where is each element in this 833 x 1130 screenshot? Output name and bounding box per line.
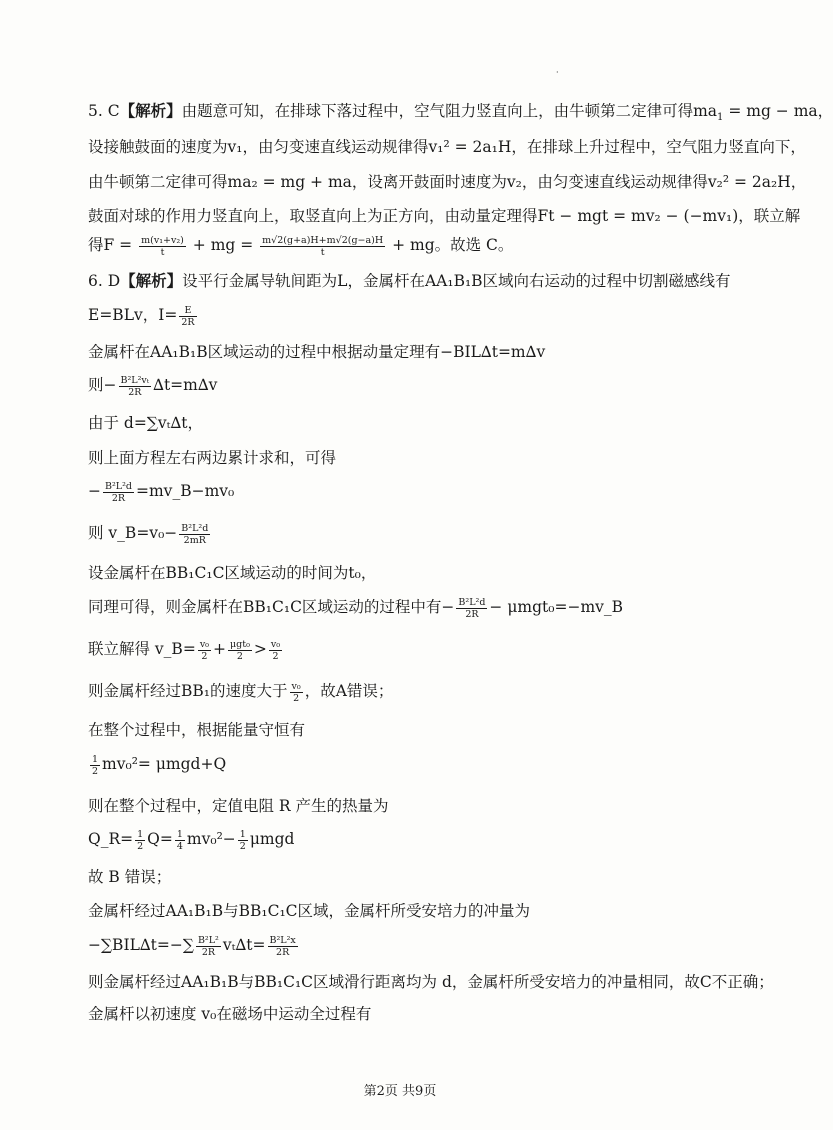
- q6-line-16: [88, 828, 294, 852]
- q6-line-21: 金属杆以初速度 v₀在磁场中运动全过程有: [88, 1005, 372, 1023]
- numerator: m√2(g+a)H+m√2(g−a)H: [262, 234, 384, 246]
- q6-line-4: [88, 374, 217, 398]
- q6-answer: 6. D: [88, 272, 121, 290]
- q6-line-11: [88, 638, 284, 662]
- q6-text-4a: 则−: [88, 376, 117, 394]
- fraction: [119, 375, 152, 398]
- denominator: 2R: [181, 316, 195, 328]
- fraction: [196, 935, 221, 958]
- q5-analysis-tag: 【解析】: [119, 101, 182, 120]
- q6-text-12a: 则金属杆经过BB₁的速度大于: [88, 682, 288, 700]
- fraction: [290, 681, 303, 704]
- q6-line-2: [88, 304, 199, 328]
- denominator: 2: [201, 650, 208, 662]
- q6-text-16c: mv₀²−: [186, 830, 236, 848]
- q6-text-16d: μmgd: [249, 830, 295, 848]
- q6-text-11b: +: [213, 640, 226, 658]
- fraction: [103, 481, 134, 504]
- numerator: m(v₁+v₂): [141, 234, 184, 246]
- q5-text-5c: + mg。故选 C。: [392, 236, 514, 254]
- fraction: [268, 935, 298, 958]
- denominator: 2R: [276, 946, 290, 958]
- numerator: B²L²d: [105, 480, 132, 492]
- q6-text-7a: −: [88, 482, 101, 500]
- fraction: [139, 235, 186, 258]
- q6-text-19a: −∑BIL∆t=−∑: [88, 936, 194, 954]
- denominator: 2: [239, 840, 246, 852]
- q6-text-2a: E=BLv，I=: [88, 306, 178, 324]
- q5-text-1: 由题意可知，在排球下落过程中，空气阻力竖直向上，由牛顿第二定律可得ma: [181, 102, 718, 120]
- q6-text-7b: =mv_B−mv₀: [136, 482, 235, 500]
- q6-text-1: 设平行金属导轨间距为L，金属杆在AA₁B₁B区域向右运动的过程中切割磁感线有: [182, 272, 731, 290]
- q5-line-4: 鼓面对球的作用力竖直向上，取竖直向上为正方向，由动量定理得Ft − mgt = mv₂ − (−mv₁)，联立解: [88, 207, 801, 225]
- denominator: 2R: [111, 492, 126, 504]
- numerator: E: [179, 305, 196, 317]
- q6-line-5: 由于 d=∑vₜ∆t，: [88, 414, 204, 432]
- q6-text-16a: Q_R=: [88, 830, 134, 848]
- q6-line-12: [88, 680, 393, 704]
- q5-text-5a: 得F =: [88, 236, 133, 254]
- numerator: B²L²x: [269, 934, 296, 946]
- fraction: [179, 305, 196, 328]
- q6-analysis-tag: 【解析】: [120, 271, 183, 290]
- q5-line-3: 由牛顿第二定律可得ma₂ = mg + ma，设离开鼓面时速度为v₂，由匀变速直线运动规律得v₂² = 2a₂H，: [88, 173, 807, 191]
- numerator: v₀: [291, 680, 301, 692]
- fraction: [175, 829, 185, 852]
- denominator: t: [160, 246, 165, 258]
- q6-line-7: [88, 480, 234, 504]
- denominator: 2R: [201, 946, 216, 958]
- q6-text-11c: >: [253, 640, 267, 658]
- q6-text-10a: 同理可得，则金属杆在BB₁C₁C区域运动的过程中有−: [88, 598, 455, 616]
- denominator: 2R: [465, 608, 479, 620]
- denominator: 2: [236, 650, 243, 662]
- q6-text-11a: 联立解得 v_B=: [88, 640, 196, 658]
- fraction: [179, 523, 210, 546]
- numerator: 1: [176, 828, 183, 840]
- fraction: [260, 235, 385, 258]
- q6-line-19: [88, 934, 300, 958]
- fraction: [269, 639, 282, 662]
- q5-text-5b: + mg =: [192, 236, 254, 254]
- q6-text-12b: ，故A错误；: [304, 682, 394, 700]
- numerator: B²L²: [197, 934, 219, 946]
- q6-line-3: 金属杆在AA₁B₁B区域运动的过程中根据动量定理有−BIL∆t=m∆v: [88, 343, 546, 361]
- page-footer: 第2页 共9页: [363, 1084, 437, 1099]
- q6-text-14b: mv₀²= μmgd+Q: [102, 755, 227, 773]
- q6-line-10: [88, 596, 623, 620]
- q6-text-19b: vₜ∆t=: [222, 936, 266, 954]
- numerator: μgt₀: [230, 638, 250, 650]
- q6-line-14: [88, 753, 226, 777]
- numerator: 1: [137, 828, 144, 840]
- q6-line-13: 在整个过程中，根据能量守恒有: [88, 721, 306, 739]
- denominator: 2: [293, 692, 300, 704]
- q5-line-2: 设接触鼓面的速度为v₁，由匀变速直线运动规律得v₁² = 2a₁H，在排球上升过程中，空气阻力竖直向下，: [88, 138, 806, 156]
- q6-line-6: 则上面方程左右两边累计求和，可得: [88, 449, 337, 467]
- q5-text-1b: = mg − ma，: [723, 102, 833, 120]
- q6-line-20: 则金属杆经过AA₁B₁B与BB₁C₁C区域滑行距离均为 d，金属杆所受安培力的冲量相同，故C不正确；: [88, 973, 774, 991]
- q5-line-5: [88, 234, 513, 258]
- q6-line-8: [88, 522, 212, 546]
- fraction: [135, 829, 145, 852]
- stray-mark: ·: [556, 68, 559, 77]
- q6-line-17: 故 B 错误；: [88, 868, 172, 886]
- fraction: [90, 754, 100, 777]
- q6-text-16b: Q=: [147, 830, 173, 848]
- fraction: [238, 829, 248, 852]
- numerator: v₀: [270, 638, 281, 650]
- q6-line-18: 金属杆经过AA₁B₁B与BB₁C₁C区域，金属杆所受安培力的冲量为: [88, 902, 531, 920]
- q5-line-1: 5. C【解析】由题意可知，在排球下落过程中，空气阻力竖直向上，由牛顿第二定律可得$ma_1$ = mg − ma，: [88, 101, 833, 124]
- q6-line-15: 则在整个过程中，定值电阻 R 产生的热量为: [88, 797, 389, 815]
- denominator: 2mR: [183, 534, 206, 546]
- numerator: B²L²d: [181, 522, 209, 534]
- q6-line-9: 设金属杆在BB₁C₁C区域运动的时间为t₀，: [88, 564, 377, 582]
- q6-text-10b: − μmgt₀=−mv_B: [489, 598, 624, 616]
- denominator: 2: [272, 650, 279, 662]
- numerator: 1: [92, 753, 99, 765]
- denominator: 2: [92, 765, 99, 777]
- denominator: t: [320, 246, 325, 258]
- q6-text-8a: 则 v_B=v₀−: [88, 524, 178, 542]
- q5-answer: 5. C: [88, 102, 120, 120]
- fraction: [198, 639, 211, 662]
- numerator: 1: [239, 828, 246, 840]
- fraction: [456, 597, 487, 620]
- numerator: B²L²d: [458, 596, 486, 608]
- denominator: 4: [176, 840, 183, 852]
- numerator: B²L²vₜ: [120, 374, 150, 386]
- q6-line-1: [88, 270, 731, 292]
- denominator: 2R: [128, 386, 142, 398]
- q6-text-4b: ∆t=m∆v: [153, 376, 218, 394]
- denominator: 2: [137, 840, 144, 852]
- fraction: [228, 639, 252, 662]
- numerator: v₀: [199, 638, 209, 650]
